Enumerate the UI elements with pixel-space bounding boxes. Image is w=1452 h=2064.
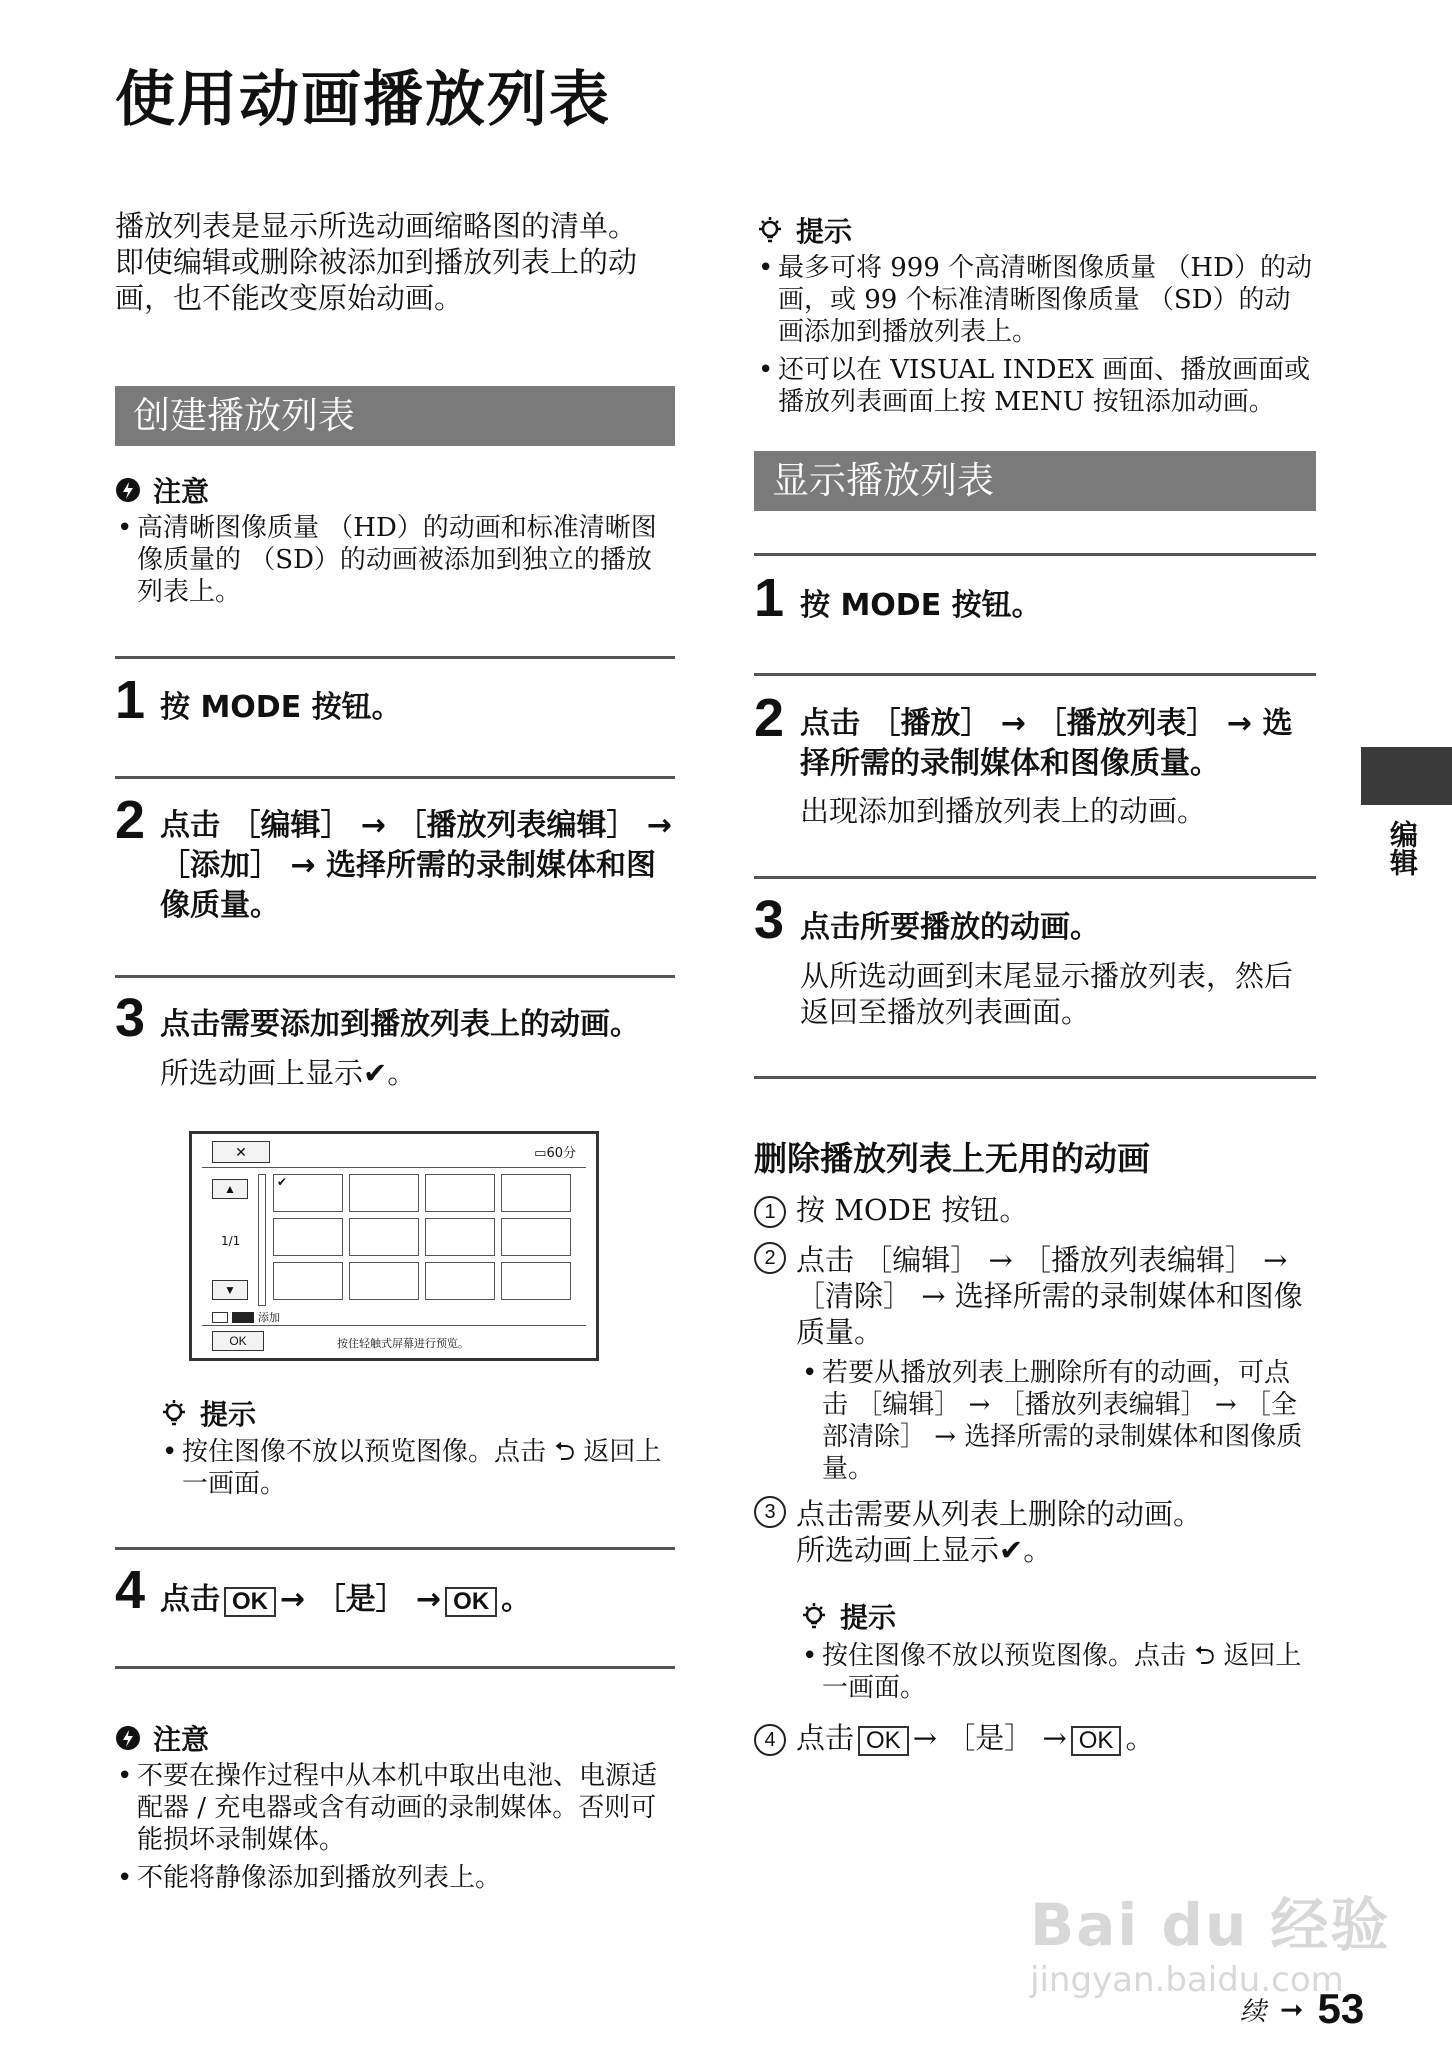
- ok-button[interactable]: OK: [212, 1331, 264, 1351]
- tip-heading: [160, 1393, 256, 1433]
- tip-label: 提示: [200, 1398, 257, 1431]
- tip-heading: [756, 210, 852, 250]
- step-circle-number: 2: [754, 1242, 786, 1274]
- thumbnail[interactable]: [425, 1174, 495, 1212]
- step4-prefix: 点击: [160, 1582, 220, 1617]
- next-arrow-icon: ➞: [1280, 1992, 1304, 2026]
- divider: [115, 1666, 675, 1669]
- divider: [754, 673, 1316, 676]
- delete-step-text: 按 MODE 按钮。: [796, 1193, 1029, 1227]
- d4-prefix: 点击: [796, 1721, 855, 1755]
- lightbulb-icon: [160, 1398, 188, 1428]
- mode-indicator: [212, 1309, 280, 1325]
- step-circle-number: 1: [754, 1196, 786, 1228]
- divider: [754, 876, 1316, 879]
- divider: [115, 776, 675, 779]
- battery-indicator: ▭60分: [534, 1146, 576, 1161]
- mode-label: 添加: [258, 1311, 280, 1324]
- tip-item: • 按住图像不放以预览图像。点击 ⮌ 返回上一画面。: [160, 1436, 670, 1500]
- step-number: 1: [115, 670, 146, 730]
- delete-sub-item: • 若要从播放列表上删除所有的动画，可点击 ［编辑］ → ［播放列表编辑］ → ［全部清除］ → 选择所需的录制媒体和图像质量。: [800, 1357, 1315, 1485]
- section-show-playlist: 显示播放列表: [754, 451, 1316, 511]
- step-number: 1: [754, 568, 785, 628]
- thumbnail[interactable]: [273, 1262, 343, 1300]
- divider: [754, 1076, 1316, 1079]
- scrollbar[interactable]: [258, 1174, 266, 1306]
- scroll-up-button[interactable]: ▲: [212, 1179, 248, 1199]
- thumbnail-selected[interactable]: [273, 1174, 343, 1212]
- step-number: 2: [754, 688, 785, 748]
- step-circle-number: 3: [754, 1496, 786, 1528]
- delete-step: [754, 1192, 1316, 1228]
- divider: [115, 656, 675, 659]
- section-create-playlist: 创建播放列表: [115, 386, 675, 446]
- divider: [115, 1547, 675, 1550]
- page-footer: [1240, 1985, 1364, 2033]
- note-label: 注意: [153, 1723, 210, 1756]
- page-title: 使用动画播放列表: [115, 65, 611, 135]
- ok-button-label: OK: [1071, 1726, 1122, 1756]
- thumbnail[interactable]: [349, 1174, 419, 1212]
- note-label: 注意: [153, 475, 210, 508]
- note-heading: [115, 470, 209, 510]
- delete-subsection-title: 删除播放列表上无用的动画: [754, 1139, 1150, 1178]
- step-subtext: 出现添加到播放列表上的动画。: [800, 794, 1207, 828]
- step-text: 点击需要添加到播放列表上的动画。: [160, 1007, 640, 1042]
- note-list: [115, 512, 675, 614]
- thumbnail[interactable]: [273, 1218, 343, 1256]
- step-number: 4: [115, 1560, 146, 1620]
- thumbnail[interactable]: [425, 1262, 495, 1300]
- tip-item: • 最多可将 999 个高清晰图像质量 （HD）的动画，或 99 个标准清晰图像质量 （SD）的动画添加到播放列表上。: [756, 252, 1316, 348]
- caution-icon: [115, 477, 141, 503]
- intro-line-2: 即使编辑或删除被添加到播放列表上的动画，也不能改变原始动画。: [115, 245, 638, 315]
- page-number: 53: [1317, 1985, 1365, 2032]
- checkmark-icon: ✔: [277, 1175, 288, 1189]
- step-text: 点击 ［编辑］ → ［播放列表编辑］ → ［添加］ → 选择所需的录制媒体和图像质量。: [160, 808, 673, 923]
- delete-step: [754, 1496, 1316, 1568]
- step-number: 3: [115, 988, 146, 1048]
- step-subtext: 所选动画上显示✔。: [160, 1056, 417, 1090]
- step4-middle: → ［是］ →: [280, 1582, 442, 1617]
- note-item: • 不要在操作过程中从本机中取出电池、电源适配器 / 充电器或含有动画的录制媒体。否则可能损坏录制媒体。: [115, 1760, 675, 1856]
- d4-end: 。: [1125, 1721, 1155, 1755]
- note-list: [115, 1760, 675, 1900]
- step4-end: 。: [501, 1582, 532, 1617]
- thumbnail[interactable]: [501, 1174, 571, 1212]
- step-circle-number: 4: [754, 1724, 786, 1756]
- tip-list: [800, 1640, 1315, 1710]
- delete-step-subtext: 所选动画上显示✔。: [796, 1533, 1053, 1567]
- watermark-url: jingyan.baidu.com: [1030, 1960, 1344, 2000]
- step-text: 按 MODE 按钮。: [800, 588, 1042, 623]
- chapter-tab-label: 编辑: [1386, 820, 1419, 876]
- hd-quality-icon: [232, 1312, 254, 1323]
- scroll-down-button[interactable]: ▼: [212, 1280, 248, 1300]
- note-item: • 不能将静像添加到播放列表上。: [115, 1862, 675, 1894]
- divider: [115, 975, 675, 978]
- divider: [202, 1167, 586, 1168]
- ok-button-label: OK: [224, 1587, 276, 1617]
- tip-list: [160, 1436, 670, 1506]
- watermark-logo: Bai du 经验: [1030, 1891, 1391, 1959]
- tip-heading: [800, 1596, 896, 1636]
- step-text: 点击 ［播放］ → ［播放列表］ → 选择所需的录制媒体和图像质量。: [800, 706, 1293, 781]
- delete-step: [754, 1720, 1316, 1756]
- step-text: [160, 1580, 675, 1620]
- tip-label: 提示: [796, 215, 853, 248]
- delete-step-text: 点击需要从列表上删除的动画。: [796, 1497, 1203, 1531]
- d4-middle: → ［是］ →: [912, 1721, 1067, 1755]
- step-subtext: 从所选动画到末尾显示播放列表，然后返回至播放列表画面。: [800, 959, 1294, 1029]
- tip-label: 提示: [840, 1601, 897, 1634]
- tip-item: • 还可以在 VISUAL INDEX 画面、播放画面或播放列表画面上按 MENU 按钮添加动画。: [756, 354, 1316, 418]
- caution-icon: [115, 1725, 141, 1751]
- note-item: • 高清晰图像质量 （HD）的动画和标准清晰图像质量的 （SD）的动画被添加到独立的播放列表上。: [115, 512, 675, 608]
- delete-step-text: 点击 ［编辑］ → ［播放列表编辑］ → ［清除］ → 选择所需的录制媒体和图像质量。: [796, 1243, 1303, 1349]
- intro: [115, 208, 675, 316]
- continued-label: 续: [1240, 1996, 1267, 2027]
- step-number: 2: [115, 790, 146, 850]
- media-icon: [212, 1312, 228, 1323]
- thumbnail[interactable]: [425, 1218, 495, 1256]
- close-button[interactable]: ✕: [212, 1141, 270, 1163]
- lightbulb-icon: [756, 215, 784, 245]
- thumbnail[interactable]: [501, 1218, 571, 1256]
- lcd-screen-illustration: [189, 1131, 599, 1361]
- delete-sub-list: [800, 1357, 1315, 1491]
- tip-item: • 按住图像不放以预览图像。点击 ⮌ 返回上一画面。: [800, 1640, 1315, 1704]
- chapter-tab-marker: [1361, 747, 1452, 805]
- lightbulb-icon: [800, 1601, 828, 1631]
- intro-line-1: 播放列表是显示所选动画缩略图的清单。: [115, 209, 638, 243]
- step-number: 3: [754, 890, 785, 950]
- delete-step: [754, 1242, 1316, 1350]
- divider: [754, 553, 1316, 556]
- preview-hint: 按住轻触式屏幕进行预览。: [337, 1337, 469, 1350]
- page-indicator: 1/1: [221, 1234, 241, 1248]
- note-heading: [115, 1718, 209, 1758]
- divider: [202, 1325, 586, 1326]
- step-text: 点击所要播放的动画。: [800, 910, 1100, 945]
- tip-list: [756, 252, 1316, 424]
- ok-button-label: OK: [445, 1587, 497, 1617]
- step-text: 按 MODE 按钮。: [160, 690, 402, 725]
- thumbnail[interactable]: [349, 1262, 419, 1300]
- ok-button-label: OK: [858, 1726, 909, 1756]
- thumbnail[interactable]: [501, 1262, 571, 1300]
- thumbnail[interactable]: [349, 1218, 419, 1256]
